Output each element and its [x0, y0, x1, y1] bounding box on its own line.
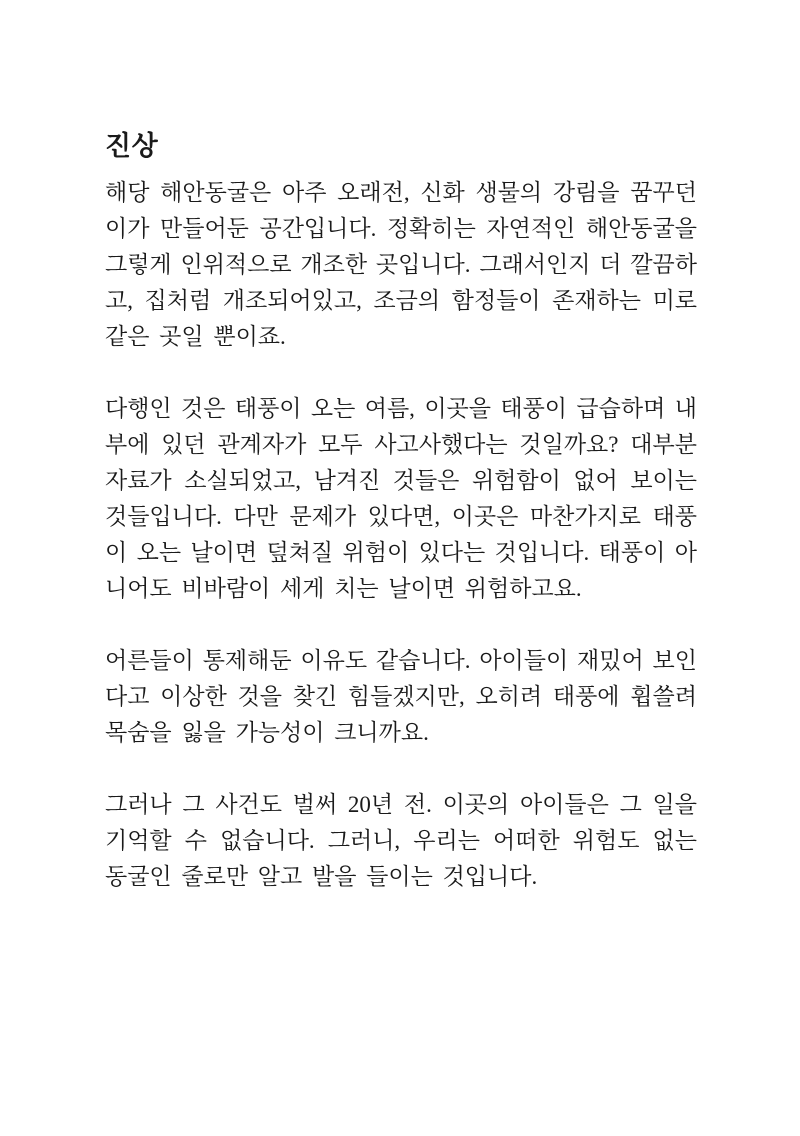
text-line: 이 오는 날이면 덮쳐질 위험이 있다는 것입니다. 태풍이 아 — [105, 540, 697, 565]
paragraph — [105, 643, 697, 751]
paragraph — [105, 391, 697, 607]
text-line: 고, 집처럼 개조되어있고, 조금의 함정들이 존재하는 미로 — [105, 288, 697, 313]
text-line: 동굴인 줄로만 알고 발을 들이는 것입니다. — [105, 864, 538, 889]
text-line: 그러나 그 사건도 벌써 20년 전. 이곳의 아이들은 그 일을 — [105, 792, 697, 817]
text-line: 해당 해안동굴은 아주 오래전, 신화 생물의 강림을 꿈꾸던 — [105, 180, 697, 205]
text-line: 어른들이 통제해둔 이유도 같습니다. 아이들이 재밌어 보인 — [105, 648, 697, 673]
document-content — [105, 128, 697, 931]
text-line: 다행인 것은 태풍이 오는 여름, 이곳을 태풍이 급습하며 내 — [105, 396, 697, 421]
text-line: 기억할 수 없습니다. 그러니, 우리는 어떠한 위험도 없는 — [105, 828, 697, 853]
text-line: 이가 만들어둔 공간입니다. 정확히는 자연적인 해안동굴을 — [105, 216, 697, 241]
text-line: 같은 곳일 뿐이죠. — [105, 324, 286, 349]
paragraph — [105, 175, 697, 355]
text-line: 것들입니다. 다만 문제가 있다면, 이곳은 마찬가지로 태풍 — [105, 504, 697, 529]
text-line: 다고 이상한 것을 찾긴 힘들겠지만, 오히려 태풍에 휩쓸려 — [105, 684, 697, 709]
text-line: 목숨을 잃을 가능성이 크니까요. — [105, 720, 429, 745]
page-title: 진상 — [105, 131, 159, 161]
paragraph-container — [105, 175, 697, 895]
text-line: 자료가 소실되었고, 남겨진 것들은 위험함이 없어 보이는 — [105, 468, 697, 493]
text-line: 부에 있던 관계자가 모두 사고사했다는 것일까요? 대부분 — [105, 432, 697, 457]
text-line: 그렇게 인위적으로 개조한 곳입니다. 그래서인지 더 깔끔하 — [105, 252, 697, 277]
text-line: 니어도 비바람이 세게 치는 날이면 위험하고요. — [105, 576, 582, 601]
paragraph — [105, 787, 697, 895]
